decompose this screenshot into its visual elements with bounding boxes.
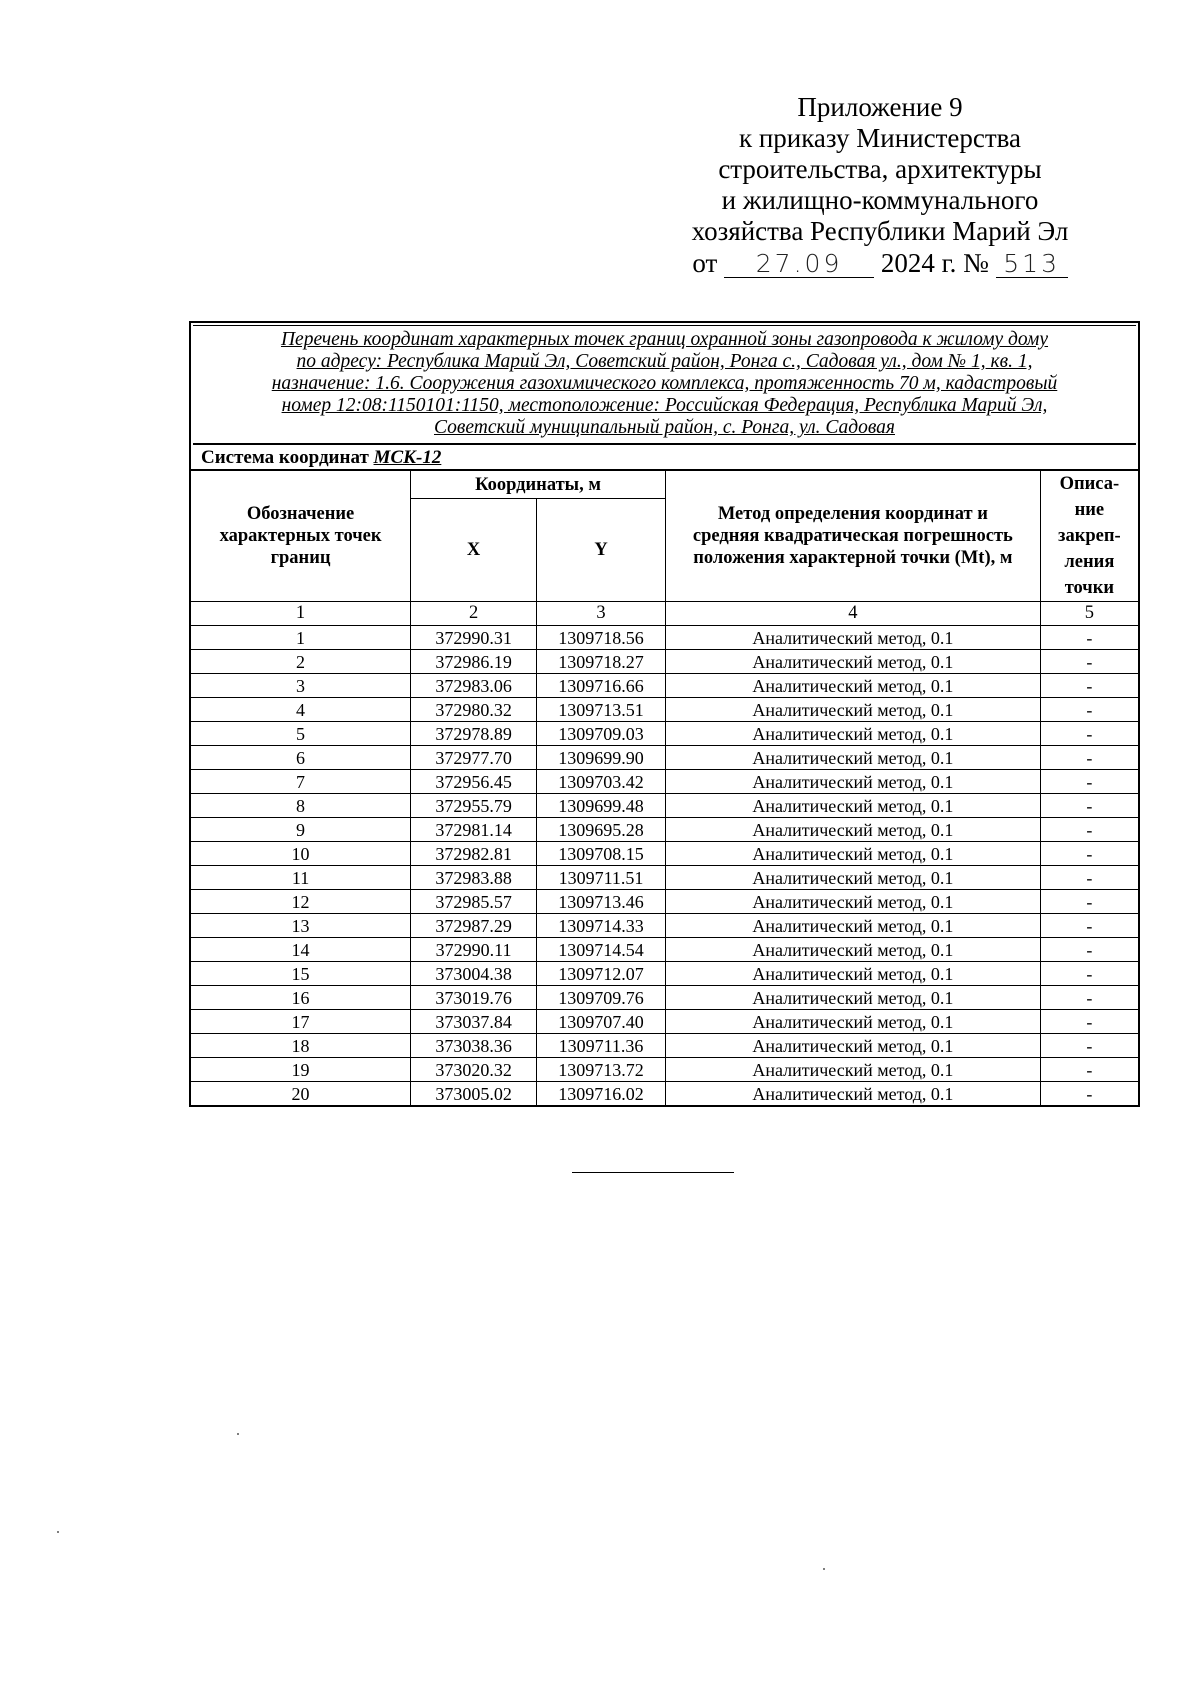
cell-point: 15 — [191, 962, 411, 986]
cell-x: 372986.19 — [411, 650, 537, 674]
scan-speck — [823, 1568, 825, 1570]
cell-y: 1309718.56 — [537, 626, 666, 650]
cell-method: Аналитический метод, 0.1 — [665, 938, 1040, 962]
table-body — [191, 626, 1138, 1106]
cell-x: 373019.76 — [411, 986, 537, 1010]
table-row — [191, 650, 1138, 674]
cell-method: Аналитический метод, 0.1 — [665, 650, 1040, 674]
cell-method: Аналитический метод, 0.1 — [665, 1082, 1040, 1106]
document-title — [193, 325, 1136, 445]
cell-desc: - — [1040, 890, 1138, 914]
cell-method: Аналитический метод, 0.1 — [665, 722, 1040, 746]
cell-method: Аналитический метод, 0.1 — [665, 842, 1040, 866]
table-row — [191, 818, 1138, 842]
cell-x: 372990.11 — [411, 938, 537, 962]
table-row — [191, 674, 1138, 698]
table-row — [191, 866, 1138, 890]
cell-point: 4 — [191, 698, 411, 722]
cell-y: 1309716.66 — [537, 674, 666, 698]
cell-point: 8 — [191, 794, 411, 818]
header-x: X — [411, 499, 537, 602]
cell-desc: - — [1040, 674, 1138, 698]
title-line: по адресу: Республика Марий Эл, Советский район, Ронга с., Садовая ул., дом № 1, кв. 1, — [296, 351, 1033, 372]
header-line: и жилищно-коммунального — [721, 185, 1039, 215]
cell-point: 10 — [191, 842, 411, 866]
table-row — [191, 626, 1138, 650]
handwritten-date: 27.09 — [724, 251, 874, 278]
cell-point: 12 — [191, 890, 411, 914]
cell-desc: - — [1040, 1058, 1138, 1082]
title-line: Советский муниципальный район, с. Ронга, ул. Садовая — [434, 417, 895, 438]
cell-desc: - — [1040, 938, 1138, 962]
header-description: Описа-ние закреп-ления точки — [1040, 471, 1138, 602]
cell-desc: - — [1040, 698, 1138, 722]
cell-desc: - — [1040, 914, 1138, 938]
cell-y: 1309713.51 — [537, 698, 666, 722]
cell-method: Аналитический метод, 0.1 — [665, 818, 1040, 842]
scan-speck — [237, 1433, 239, 1435]
cell-x: 373037.84 — [411, 1010, 537, 1034]
table-row — [191, 794, 1138, 818]
cell-y: 1309713.72 — [537, 1058, 666, 1082]
cell-y: 1309695.28 — [537, 818, 666, 842]
cell-y: 1309709.03 — [537, 722, 666, 746]
cell-y: 1309718.27 — [537, 650, 666, 674]
cell-x: 373038.36 — [411, 1034, 537, 1058]
header-y: Y — [537, 499, 666, 602]
table-row — [191, 770, 1138, 794]
cell-y: 1309712.07 — [537, 962, 666, 986]
column-number: 3 — [537, 602, 666, 626]
cell-x: 372985.57 — [411, 890, 537, 914]
cell-method: Аналитический метод, 0.1 — [665, 1010, 1040, 1034]
title-line: Перечень координат характерных точек границ охранной зоны газопровода к жилому дому — [280, 329, 1049, 350]
column-number: 5 — [1040, 602, 1138, 626]
column-number: 1 — [191, 602, 411, 626]
scan-speck — [57, 1531, 59, 1533]
table-row — [191, 938, 1138, 962]
cell-y: 1309709.76 — [537, 986, 666, 1010]
cell-point: 7 — [191, 770, 411, 794]
cell-y: 1309714.33 — [537, 914, 666, 938]
cell-x: 372987.29 — [411, 914, 537, 938]
cell-y: 1309716.02 — [537, 1082, 666, 1106]
table-row — [191, 698, 1138, 722]
cell-desc: - — [1040, 818, 1138, 842]
column-number: 2 — [411, 602, 537, 626]
table-row — [191, 986, 1138, 1010]
cell-point: 18 — [191, 1034, 411, 1058]
cell-x: 372983.06 — [411, 674, 537, 698]
coordinates-document — [189, 321, 1140, 1107]
cell-desc: - — [1040, 746, 1138, 770]
cell-point: 13 — [191, 914, 411, 938]
cell-y: 1309699.48 — [537, 794, 666, 818]
cell-method: Аналитический метод, 0.1 — [665, 674, 1040, 698]
cell-point: 19 — [191, 1058, 411, 1082]
cell-x: 372977.70 — [411, 746, 537, 770]
cell-y: 1309708.15 — [537, 842, 666, 866]
cell-desc: - — [1040, 842, 1138, 866]
cell-point: 20 — [191, 1082, 411, 1106]
end-divider — [572, 1172, 734, 1173]
cell-x: 372955.79 — [411, 794, 537, 818]
table-row — [191, 722, 1138, 746]
table-row — [191, 842, 1138, 866]
year-number-label: 2024 г. № — [880, 248, 989, 278]
cell-method: Аналитический метод, 0.1 — [665, 770, 1040, 794]
cell-x: 373020.32 — [411, 1058, 537, 1082]
cell-x: 372982.81 — [411, 842, 537, 866]
table-row — [191, 746, 1138, 770]
coordinate-system-label: Система координат — [201, 447, 369, 468]
table-row — [191, 962, 1138, 986]
cell-method: Аналитический метод, 0.1 — [665, 962, 1040, 986]
cell-desc: - — [1040, 866, 1138, 890]
handwritten-order-number: 513 — [996, 251, 1068, 278]
cell-y: 1309711.36 — [537, 1034, 666, 1058]
header-coordinates: Координаты, м — [411, 471, 666, 499]
coordinate-system-name: МСК-12 — [373, 447, 442, 468]
cell-point: 2 — [191, 650, 411, 674]
cell-method: Аналитический метод, 0.1 — [665, 986, 1040, 1010]
cell-method: Аналитический метод, 0.1 — [665, 890, 1040, 914]
table-row — [191, 1034, 1138, 1058]
cell-method: Аналитический метод, 0.1 — [665, 698, 1040, 722]
cell-point: 3 — [191, 674, 411, 698]
cell-method: Аналитический метод, 0.1 — [665, 626, 1040, 650]
header-line: строительства, архитектуры — [718, 154, 1042, 184]
cell-y: 1309703.42 — [537, 770, 666, 794]
cell-point: 6 — [191, 746, 411, 770]
header-point: Обозначение характерных точек границ — [191, 471, 411, 602]
column-number: 4 — [665, 602, 1040, 626]
cell-y: 1309713.46 — [537, 890, 666, 914]
cell-x: 372978.89 — [411, 722, 537, 746]
date-prefix: от — [692, 248, 718, 278]
header-line: Приложение 9 — [797, 92, 963, 122]
appendix-header — [680, 92, 1080, 279]
cell-desc: - — [1040, 1034, 1138, 1058]
cell-point: 17 — [191, 1010, 411, 1034]
cell-x: 373005.02 — [411, 1082, 537, 1106]
coordinates-table — [191, 471, 1138, 1105]
title-line: назначение: 1.6. Сооружения газохимического комплекса, протяженность 70 м, кадастровый — [271, 373, 1058, 394]
cell-x: 372990.31 — [411, 626, 537, 650]
header-line: к приказу Министерства — [738, 123, 1022, 153]
cell-desc: - — [1040, 794, 1138, 818]
column-number-row — [191, 602, 1138, 626]
title-line: номер 12:08:1150101:1150, местоположение: Российская Федерация, Республика Марий Эл, — [281, 395, 1048, 416]
cell-x: 372980.32 — [411, 698, 537, 722]
cell-method: Аналитический метод, 0.1 — [665, 866, 1040, 890]
cell-x: 372983.88 — [411, 866, 537, 890]
cell-method: Аналитический метод, 0.1 — [665, 1034, 1040, 1058]
cell-point: 1 — [191, 626, 411, 650]
cell-y: 1309714.54 — [537, 938, 666, 962]
cell-point: 5 — [191, 722, 411, 746]
cell-y: 1309707.40 — [537, 1010, 666, 1034]
cell-method: Аналитический метод, 0.1 — [665, 794, 1040, 818]
table-row — [191, 1058, 1138, 1082]
header-method: Метод определения координат и средняя квадратическая погрешность положения характерной точки (Mt), м — [665, 471, 1040, 602]
cell-desc: - — [1040, 626, 1138, 650]
cell-x: 372956.45 — [411, 770, 537, 794]
cell-desc: - — [1040, 1082, 1138, 1106]
cell-point: 14 — [191, 938, 411, 962]
header-line: хозяйства Республики Марий Эл — [691, 216, 1069, 246]
cell-x: 372981.14 — [411, 818, 537, 842]
coordinate-system — [191, 445, 1138, 471]
cell-point: 11 — [191, 866, 411, 890]
cell-x: 373004.38 — [411, 962, 537, 986]
cell-desc: - — [1040, 962, 1138, 986]
cell-method: Аналитический метод, 0.1 — [665, 746, 1040, 770]
cell-y: 1309711.51 — [537, 866, 666, 890]
cell-desc: - — [1040, 722, 1138, 746]
cell-point: 9 — [191, 818, 411, 842]
cell-y: 1309699.90 — [537, 746, 666, 770]
order-date-line — [680, 248, 1080, 279]
cell-desc: - — [1040, 650, 1138, 674]
cell-method: Аналитический метод, 0.1 — [665, 1058, 1040, 1082]
table-row — [191, 1010, 1138, 1034]
cell-method: Аналитический метод, 0.1 — [665, 914, 1040, 938]
table-row — [191, 914, 1138, 938]
table-row — [191, 1082, 1138, 1106]
table-row — [191, 890, 1138, 914]
cell-point: 16 — [191, 986, 411, 1010]
cell-desc: - — [1040, 770, 1138, 794]
cell-desc: - — [1040, 986, 1138, 1010]
cell-desc: - — [1040, 1010, 1138, 1034]
